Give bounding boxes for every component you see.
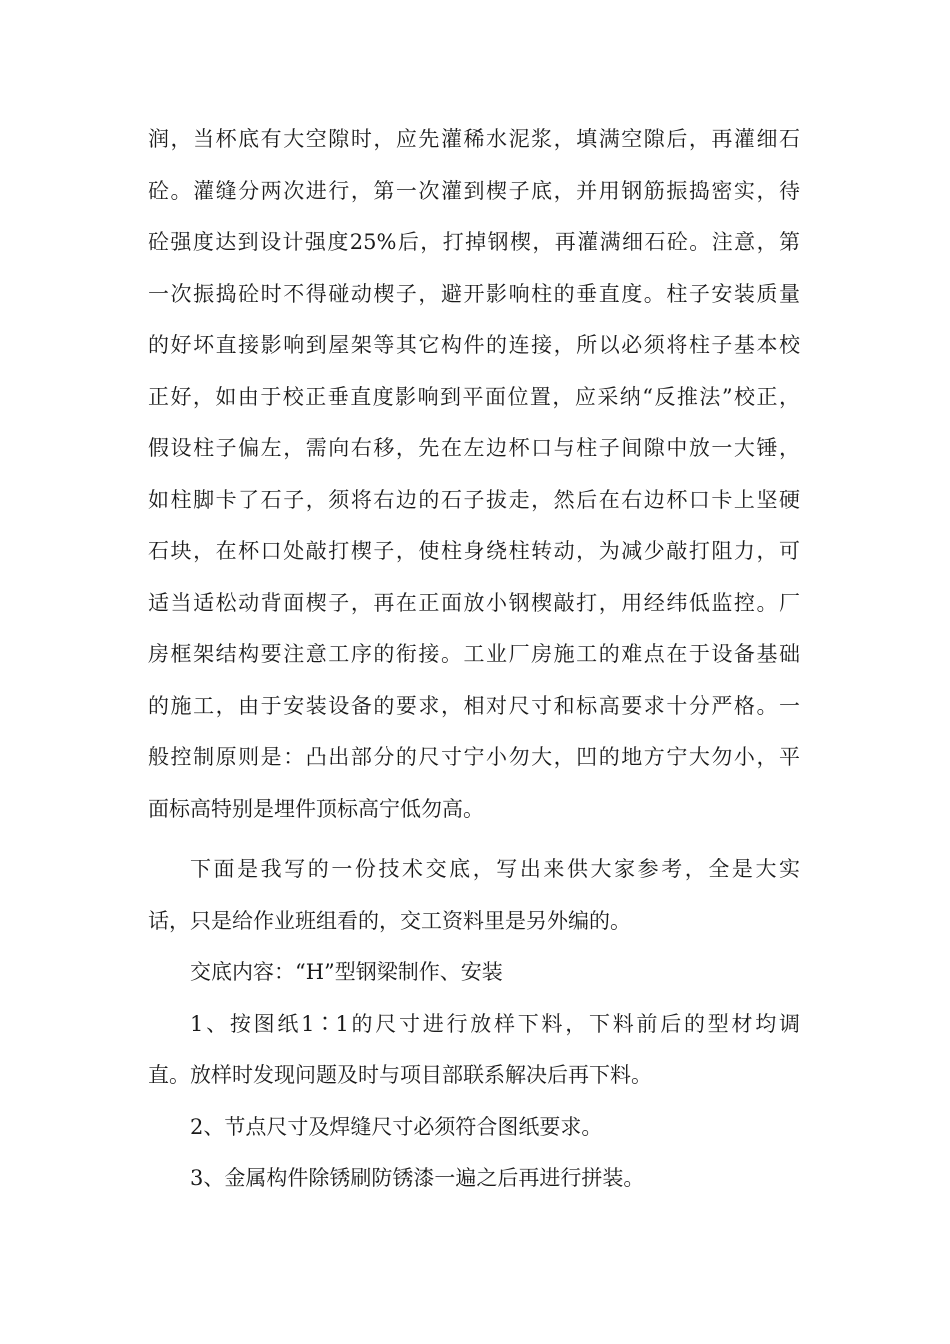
text-line: 砼。灌缝分两次进行，第一次灌到楔子底，并用钢筋振捣密实，待 [148,178,800,203]
text-line: 面标高特别是埋件顶标高宁低勿高。 [148,796,484,821]
paragraph-item-1 [148,999,800,1102]
paragraph-intro [148,844,800,947]
text-line: 假设柱子偏左，需向右移，先在左边杯口与柱子间隙中放一大锤， [148,436,800,460]
paragraph-item-2 [148,1102,800,1154]
text-line: 正好，如由于校正垂直度影响到平面位置，应采纳“反推法”校正， [148,384,800,409]
text-line: 的好坏直接影响到屋架等其它构件的连接，所以必须将柱子基本校 [148,333,800,357]
text-line: 交底内容：“H”型钢梁制作、安装 [190,960,503,984]
text-line: 适当适松动背面楔子，再在正面放小钢楔敲打，用经纬低监控。厂 [148,590,800,615]
text-line: 石块，在杯口处敲打楔子，使柱身绕柱转动，为减少敲打阻力，可 [148,539,800,563]
paragraph-continuation [148,114,800,835]
text-line: 直。放样时发现问题及时与项目部联系解决后再下料。 [148,1063,652,1087]
paragraph-disclosure-title [148,947,800,999]
text-line: 3、金属构件除锈刷防锈漆一遍之后再进行拼装。 [190,1166,645,1190]
text-line: 2、节点尺寸及焊缝尺寸必须符合图纸要求。 [190,1114,603,1139]
document-body [148,114,800,1205]
text-line: 般控制原则是：凸出部分的尺寸宁小勿大，凹的地方宁大勿小，平 [148,745,800,769]
text-line: 一次振捣砼时不得碰动楔子，避开影响柱的垂直度。柱子安装质量 [148,281,800,306]
text-line: 房框架结构要注意工序的衔接。工业厂房施工的难点在于设备基础 [148,642,800,666]
text-line: 话，只是给作业班组看的，交工资料里是另外编的。 [148,908,631,933]
text-line: 1、按图纸1∶1的尺寸进行放样下料，下料前后的型材均调 [190,1011,800,1036]
text-line: 的施工，由于安装设备的要求，相对尺寸和标高要求十分严格。一 [148,693,800,718]
text-line: 如柱脚卡了石子，须将右边的石子拔走，然后在右边杯口卡上坚硬 [148,487,800,512]
text-line: 润，当杯底有大空隙时，应先灌稀水泥浆，填满空隙后，再灌细石 [148,127,800,151]
text-line: 砼强度达到设计强度25%后，打掉钢楔，再灌满细石砼。注意，第 [148,230,800,254]
text-line: 下面是我写的一份技术交底，写出来供大家参考，全是大实 [190,857,800,881]
paragraph-item-3 [148,1153,800,1205]
